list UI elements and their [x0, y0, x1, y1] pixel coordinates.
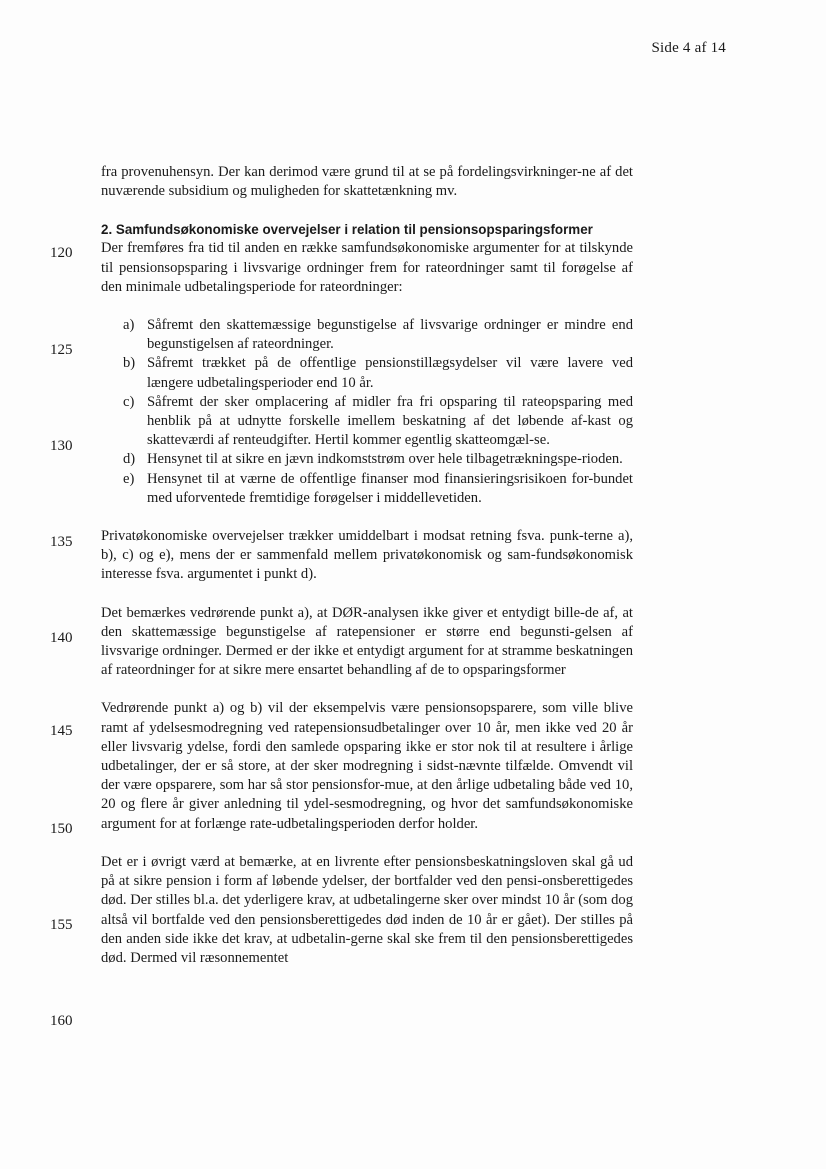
list-marker: d): [123, 451, 136, 468]
list-item: [101, 316, 633, 354]
opening-paragraph: fra provenuhensyn. Der kan derimod være grund til at se på fordelingsvirkninger-ne af det nuværende subsidium og muligheden for skattetænkning mv.: [101, 164, 633, 200]
list-item: [101, 470, 633, 508]
list-item-text: Hensynet til at sikre en jævn indkomststrøm over hele tilbagetrækningspe-rioden.: [147, 451, 623, 468]
line-number: 150: [50, 821, 73, 837]
document-body: [101, 163, 633, 968]
list-marker: a): [123, 317, 135, 334]
line-number: 160: [50, 1013, 73, 1029]
line-number: 140: [50, 630, 73, 646]
argument-list: [101, 316, 633, 508]
line-number: 135: [50, 534, 73, 550]
list-item-text: Hensynet til at værne de offentlige finanser mod finansieringsrisikoen for-bundet med uforventede fremtidige forøgelser i middellevetiden.: [147, 470, 633, 506]
private-economy-paragraph: Privatøkonomiske overvejelser trækker umiddelbart i modsat retning fsva. punk-terne a), b), c) og e), mens der er sammenfald mellem privatøkonomisk og sam-fundsøkonomisk interesse fsva. argumentet i punkt d).: [101, 528, 633, 583]
line-number: 125: [50, 342, 73, 358]
line-number: 145: [50, 723, 73, 739]
list-item-text: Såfremt den skattemæssige begunstigelse af livsvarige ordninger er mindre end begunstigelsen af rateordninger.: [147, 317, 633, 353]
line-number: 130: [50, 438, 73, 454]
list-item: [101, 354, 633, 392]
section-intro-paragraph: Der fremføres fra tid til anden en række samfundsøkonomiske argumenter for at tilskynde til pensionsopsparing i livsvarige ordninger frem for rateordninger samt til forøgelse af den minimale udbetalingsperiode for rateordninger:: [101, 240, 633, 295]
line-number: 155: [50, 917, 73, 933]
list-marker: c): [123, 393, 135, 410]
list-marker: b): [123, 355, 136, 372]
annuity-paragraph: Det er i øvrigt værd at bemærke, at en livrente efter pensionsbeskatningsloven skal gå ud på at sikre pension i form af løbende ydelser, der bortfalder ved den pensi-onsberettigedes død. Der stilles bl.a. det yderligere krav, at udbetalingerne sker over mindst 10 år (som dog altså vil bortfalde ved den pensionsberettigedes død inden de 10 år er gået). Der stilles på den anden side ikke det krav, at udbetalin-gerne skal ske frem til den pensionsberettigedes død. Dermed vil ræsonnementet: [101, 853, 633, 966]
list-item: [101, 393, 633, 451]
list-item: [101, 450, 633, 469]
line-number: 120: [50, 245, 73, 261]
section-heading: 2. Samfundsøkonomiske overvejelser i relation til pensionsopsparingsformer: [101, 222, 593, 238]
dor-analysis-paragraph: Det bemærkes vedrørende punkt a), at DØR-analysen ikke giver et entydigt bille-de af, at den skattemæssige begunstigelse af ratepensioner er større end begunsti-gelsen af livsvarige ordninger. Dermed er der ikke et entydigt argument for at stramme beskatningen af rateordninger for at sikre mere ensartet behandling af de to opsparingsformer: [101, 604, 633, 679]
offset-example-paragraph: Vedrørende punkt a) og b) vil der eksempelvis være pensionsopsparere, som ville blive ramt af ydelsesmodregning ved ratepensionsudbetalinger over 10 år, men ikke ved 20 år eller livsvarig ydelse, fordi den samlede opsparing ikke er stor nok til at resultere i årlige udbetalinger, der er så store, at der sker modregning i sidst-nævnte tilfælde. Omvendt vil der være opsparere, som har så stor pensionsfor-mue, at den årlige udbetaling både ved 10, 20 og flere år giver anledning til ydel-sesmodregning, og hvor det samfundsøkonomiske argument for at forlænge rate-udbetalingsperioden derfor holder.: [101, 700, 633, 832]
page-number: Side 4 af 14: [651, 40, 726, 56]
list-marker: e): [123, 470, 135, 487]
list-item-text: Såfremt der sker omplacering af midler fra fri opsparing til rateopsparing med henblik på at udnytte forskelle imellem beskatning af det løbende af-kast og skatteværdi af renteudgifter. Hertil kommer egentlig skatteomgæl-se.: [147, 393, 633, 449]
list-item-text: Såfremt trækket på de offentlige pensionstillægsydelser vil være lavere ved længere udbetalingsperioder end 10 år.: [147, 355, 633, 391]
